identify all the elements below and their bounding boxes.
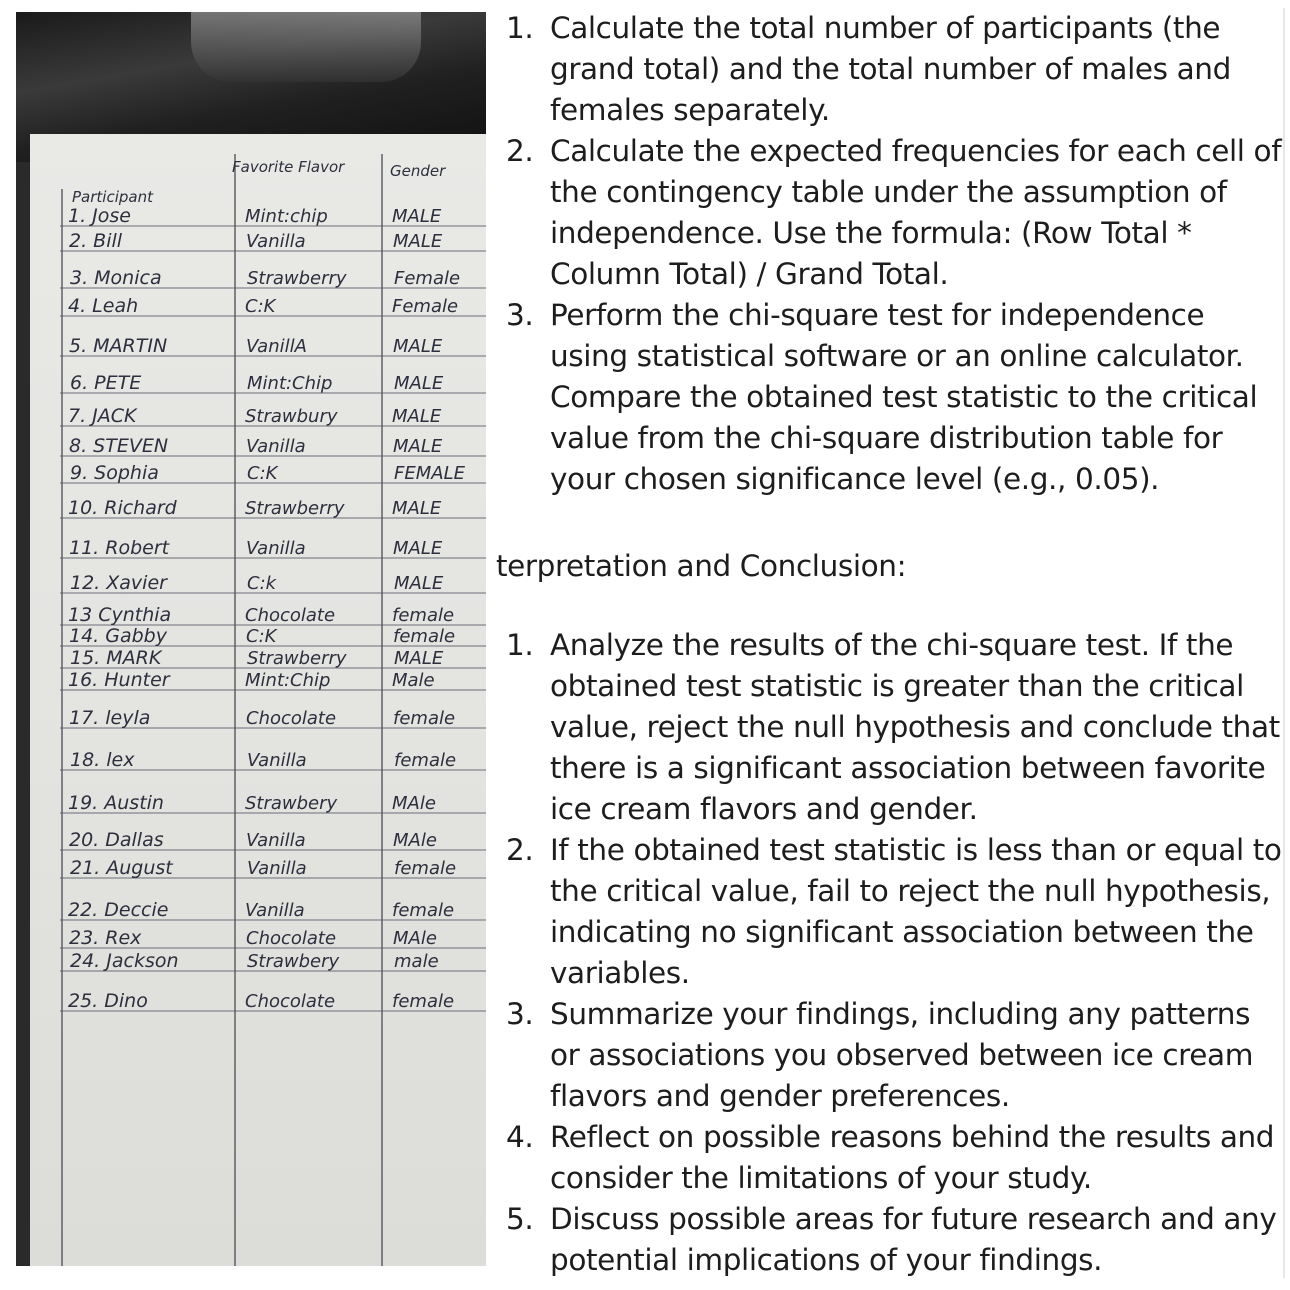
cell-participant: 1. Jose — [68, 205, 131, 227]
list-item — [492, 830, 1282, 994]
cell-flavor: Vanilla — [246, 436, 306, 457]
cell-flavor: Strawberry — [245, 498, 345, 519]
clip-highlight — [191, 12, 421, 82]
cell-participant: 8. STEVEN — [69, 435, 169, 457]
cell-flavor: Vanilla — [247, 750, 307, 771]
cell-gender: MALE — [394, 373, 444, 394]
cell-participant: 9. Sophia — [70, 462, 159, 484]
list-number: 4. — [506, 1120, 534, 1154]
cell-gender: MALE — [394, 648, 444, 669]
right-border — [1283, 8, 1285, 1278]
cell-participant: 2. Bill — [69, 230, 123, 252]
cell-gender: Female — [394, 268, 461, 289]
cell-participant: 7. JACK — [68, 405, 137, 427]
cell-flavor: C:K — [245, 296, 276, 317]
list-number: 2. — [506, 134, 534, 168]
cell-participant: 21. August — [70, 857, 173, 879]
cell-gender: FEMALE — [394, 463, 465, 484]
list-item — [492, 994, 1282, 1117]
cell-flavor: Chocolate — [246, 928, 337, 949]
cell-gender: MAle — [393, 830, 437, 851]
cell-gender: male — [394, 951, 439, 972]
cell-flavor: VanillA — [246, 336, 307, 357]
cell-participant: 5. MARTIN — [69, 335, 168, 357]
cell-gender: female — [393, 708, 456, 729]
list-text: Perform the chi-square test for independence using statistical software or an online calculator. Compare the obtained test statistic to the critical value from the chi-square distribution table for your chosen significance level (e.g., 0.05). — [550, 298, 1258, 496]
header-flavor: Favorite Flavor — [232, 158, 345, 176]
cell-flavor: Strawberry — [247, 648, 347, 669]
header-gender: Gender — [390, 162, 446, 180]
cell-gender: MALE — [393, 436, 443, 457]
section-heading: terpretation and Conclusion: — [496, 549, 907, 583]
cell-flavor: Mint:chip — [245, 206, 328, 227]
list-text: Calculate the expected frequencies for each cell of the contingency table under the assumption of independence. Use the formula: (Row Total * Column Total) / Grand Total. — [550, 134, 1282, 291]
cell-participant: 18. lex — [70, 749, 135, 771]
list-text: Summarize your findings, including any patterns or associations you observed between ice cream flavors and gender preferences. — [550, 997, 1254, 1113]
list-item — [492, 625, 1282, 830]
cell-participant: 25. Dino — [68, 990, 148, 1012]
cell-gender: MALE — [392, 406, 442, 427]
cell-participant: 19. Austin — [68, 792, 164, 814]
cell-flavor: Vanilla — [246, 830, 306, 851]
list-number: 3. — [506, 997, 534, 1031]
conclusion-steps-list — [492, 625, 1282, 1281]
list-number: 1. — [506, 628, 534, 662]
cell-flavor: C:K — [247, 463, 278, 484]
handwritten-sheet-photo — [16, 12, 486, 1266]
cell-gender: Male — [392, 670, 435, 691]
cell-participant: 3. Monica — [70, 267, 162, 289]
list-text: If the obtained test statistic is less than or equal to the critical value, fail to reject the null hypothesis, indicating no significant association between the variables. — [550, 833, 1282, 990]
cell-flavor: Chocolate — [245, 991, 336, 1012]
cell-participant: 24. Jackson — [70, 950, 179, 972]
cell-participant: 14. Gabby — [69, 625, 167, 647]
cell-gender: female — [394, 858, 457, 879]
list-number: 1. — [506, 11, 534, 45]
cell-gender: MALE — [392, 498, 442, 519]
cell-flavor: Strawberry — [247, 268, 347, 289]
cell-flavor: C:K — [246, 626, 277, 647]
cell-gender: female — [392, 900, 455, 921]
cell-participant: 6. PETE — [70, 372, 142, 394]
table-rows — [68, 205, 466, 1012]
cell-gender: MALE — [393, 231, 443, 252]
cell-gender: female — [393, 626, 456, 647]
cell-flavor: Chocolate — [245, 605, 336, 626]
cell-gender: MALE — [393, 336, 443, 357]
survey-table — [30, 134, 486, 1266]
analysis-steps-list — [492, 8, 1282, 500]
cell-flavor: Strawbery — [245, 793, 338, 814]
list-number: 2. — [506, 833, 534, 867]
cell-gender: female — [392, 991, 455, 1012]
cell-participant: 11. Robert — [69, 537, 170, 559]
cell-gender: female — [392, 605, 455, 626]
list-number: 3. — [506, 298, 534, 332]
cell-flavor: Vanilla — [246, 538, 306, 559]
cell-flavor: Chocolate — [246, 708, 337, 729]
list-text: Calculate the total number of participants (the grand total) and the total number of males and females separately. — [550, 11, 1231, 127]
list-item — [492, 1117, 1282, 1199]
cell-participant: 20. Dallas — [69, 829, 164, 851]
cell-gender: female — [394, 750, 457, 771]
cell-participant: 23. Rex — [69, 927, 142, 949]
cell-flavor: Mint:Chip — [247, 373, 333, 394]
cell-gender: MAle — [393, 928, 437, 949]
cell-participant: 22. Deccie — [68, 899, 169, 921]
list-text: Discuss possible areas for future research and any potential implications of your findings. — [550, 1202, 1277, 1277]
paper-sheet — [30, 134, 486, 1266]
list-item — [492, 295, 1282, 500]
cell-participant: 4. Leah — [68, 295, 139, 317]
instructions-panel — [492, 8, 1282, 1278]
cell-gender: MALE — [393, 538, 443, 559]
list-text: Reflect on possible reasons behind the results and consider the limitations of your study. — [550, 1120, 1275, 1195]
cell-gender: MALE — [392, 206, 442, 227]
list-item — [492, 8, 1282, 131]
cell-participant: 15. MARK — [70, 647, 162, 669]
cell-flavor: Strawbury — [245, 406, 338, 427]
cell-flavor: Vanilla — [247, 858, 307, 879]
cell-participant: 10. Richard — [68, 497, 177, 519]
cell-gender: Female — [392, 296, 459, 317]
cell-participant: 12. Xavier — [70, 572, 167, 594]
cell-participant: 13 Cynthia — [68, 604, 172, 626]
cell-participant: 16. Hunter — [68, 669, 170, 691]
cell-flavor: Vanilla — [246, 231, 306, 252]
cell-gender: MALE — [394, 573, 444, 594]
list-item — [492, 1199, 1282, 1281]
cell-flavor: Strawbery — [247, 951, 340, 972]
header-participant: Participant — [72, 188, 153, 206]
cell-participant: 17. leyla — [69, 707, 151, 729]
cell-flavor: C:k — [247, 573, 277, 594]
list-number: 5. — [506, 1202, 534, 1236]
list-item — [492, 131, 1282, 295]
list-text: Analyze the results of the chi-square test. If the obtained test statistic is greater than the critical value, reject the null hypothesis and conclude that there is a significant association between favorite ice cream flavors and gender. — [550, 628, 1280, 826]
cell-flavor: Vanilla — [245, 900, 305, 921]
cell-gender: MAle — [392, 793, 436, 814]
cell-flavor: Mint:Chip — [245, 670, 331, 691]
